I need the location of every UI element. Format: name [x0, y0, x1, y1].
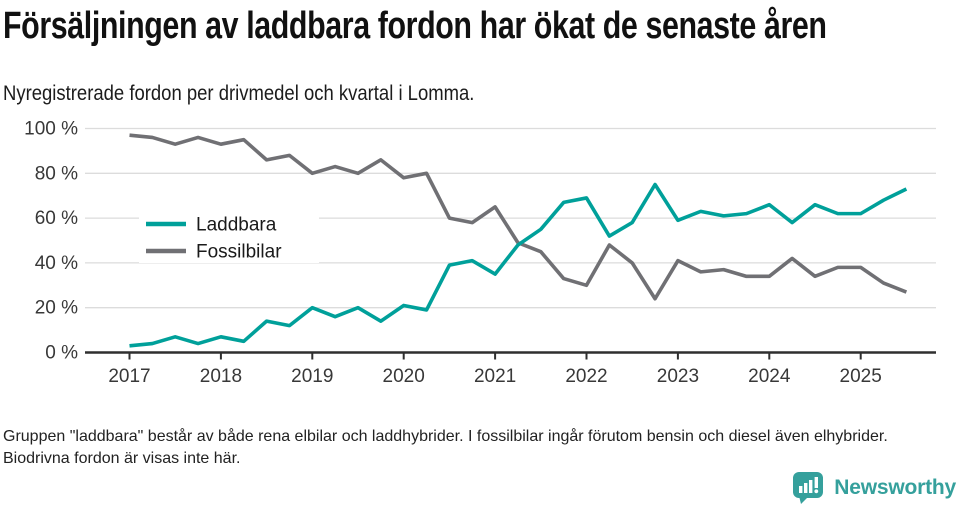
y-tick-label: 100 %	[24, 118, 78, 140]
x-tick-label: 2025	[839, 366, 882, 387]
page-subtitle: Nyregistrerade fordon per drivmedel och kvartal i Lomma.	[3, 82, 475, 105]
bar-chart-speech-bubble-icon	[792, 471, 825, 505]
y-tick-label: 80 %	[34, 163, 78, 185]
legend-label-laddbara: Laddbara	[196, 214, 277, 236]
brand-name: Newsworthy	[834, 476, 956, 499]
x-tick-label: 2024	[748, 366, 791, 387]
y-tick-label: 40 %	[34, 252, 78, 274]
y-tick-label: 20 %	[34, 297, 78, 319]
x-tick-label: 2023	[656, 366, 700, 387]
y-tick-label: 0 %	[45, 342, 78, 364]
x-tick-label: 2018	[199, 366, 243, 387]
legend-label-fossilbilar: Fossilbilar	[196, 241, 282, 263]
y-tick-label: 60 %	[34, 208, 78, 230]
x-tick-label: 2021	[473, 366, 517, 387]
x-tick-label: 2020	[382, 366, 425, 387]
footnote: Gruppen "laddbara" består av både rena elbilar och laddhybrider. I fossilbilar ingår förutom bensin och diesel även elhybrider. Biodrivna fordon är visas inte här.	[3, 428, 888, 468]
newsworthy-logo	[792, 471, 956, 505]
x-tick-label: 2022	[565, 366, 608, 387]
x-tick-label: 2019	[291, 366, 334, 387]
x-tick-label: 2017	[108, 366, 151, 387]
page-title: Försäljningen av laddbara fordon har ökat de senaste åren	[3, 5, 827, 47]
